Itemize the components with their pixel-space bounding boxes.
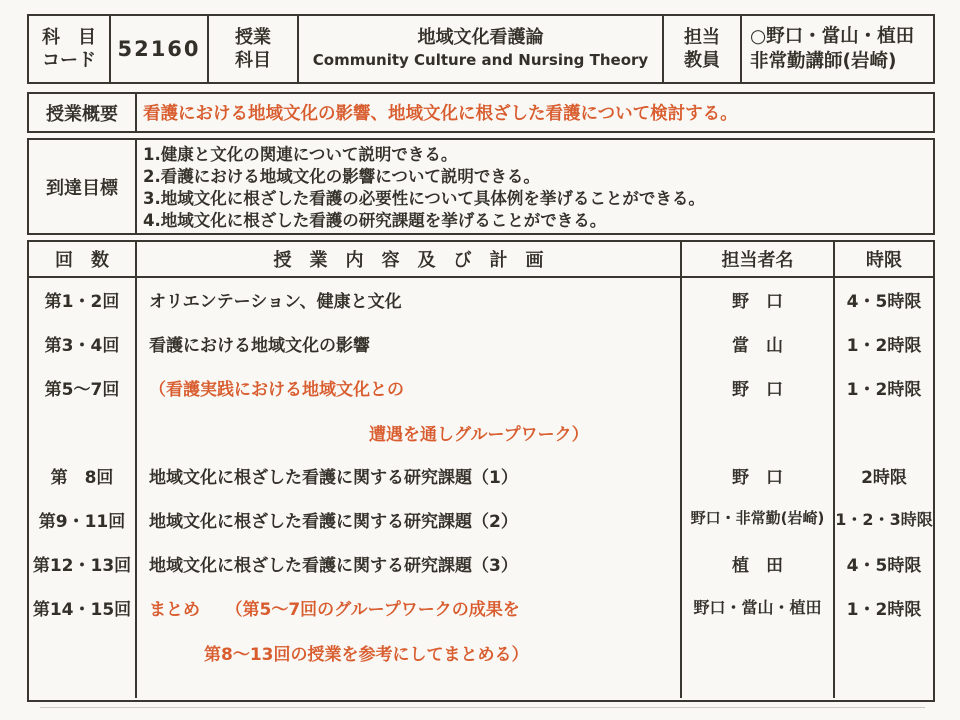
session-cell: 第 8回 [29, 454, 137, 498]
course-overview-section [27, 92, 935, 133]
subject-code-value: 52160 [111, 16, 209, 82]
instructor-names [742, 16, 933, 82]
course-header-table [27, 14, 935, 84]
period-cell: 1・2・3時限 [835, 510, 933, 529]
period-cell: 4・5時限 [846, 556, 922, 576]
content-line: 地域文化に根ざした看護に関する研究課題（1） [149, 468, 518, 488]
content-cell [137, 498, 682, 542]
content-cell [137, 278, 682, 322]
content-line: 看護における地域文化の影響 [149, 336, 370, 356]
instructor-cell: 野口・非常勤(岩崎) [682, 498, 835, 542]
scan-edge-line [40, 707, 925, 708]
session-cell: 第12・13回 [29, 542, 137, 586]
column-header-session: 回 数 [29, 242, 137, 276]
objective-item: 2.看護における地域文化の影響について説明できる。 [143, 167, 540, 186]
instructor-cell: 野 口 [682, 366, 835, 454]
content-cell [137, 586, 682, 698]
instructor-cell: 植 田 [682, 542, 835, 586]
overview-text: 看護における地域文化の影響、地域文化に根ざした看護について検討する。 [143, 104, 738, 124]
objective-item: 4.地域文化に根ざした看護の研究課題を挙げることができる。 [143, 211, 607, 230]
course-label-line2: 科目 [235, 50, 271, 71]
session-cell: 第5〜7回 [29, 366, 137, 454]
period-cell: 4・5時限 [846, 292, 922, 312]
content-line-2: 遭遇を通しグループワーク） [369, 425, 589, 445]
instructor-names-line1: ○野口・當山・植田 [750, 26, 915, 47]
schedule-row [29, 322, 933, 366]
period-cell: 1・2時限 [846, 380, 922, 400]
content-line-2: 第8〜13回の授業を参考にしてまとめる） [204, 645, 529, 665]
instructor-label-line2: 教員 [684, 50, 720, 71]
schedule-row [29, 278, 933, 322]
content-line: （看護実践における地域文化との [149, 380, 404, 400]
content-cell [137, 542, 682, 586]
period-cell: 1・2時限 [846, 336, 922, 356]
content-cell [137, 366, 682, 454]
overview-label: 授業概要 [29, 94, 137, 131]
objectives-section [27, 138, 935, 235]
schedule-row [29, 586, 933, 698]
period-cell: 2時限 [861, 468, 907, 488]
column-header-period: 時限 [866, 250, 902, 271]
schedule-body [29, 278, 933, 700]
objectives-label: 到達目標 [29, 140, 137, 233]
instructor-label [664, 16, 742, 82]
column-header-content: 授 業 内 容 及 び 計 画 [137, 242, 682, 276]
instructor-cell: 當 山 [682, 322, 835, 366]
content-line: 地域文化に根ざした看護に関する研究課題（2） [149, 512, 518, 532]
instructor-cell: 野 口 [682, 454, 835, 498]
course-title-english: Community Culture and Nursing Theory [312, 51, 649, 69]
schedule-header-row [29, 242, 933, 278]
objectives-list [137, 140, 933, 233]
content-cell [137, 322, 682, 366]
instructor-cell: 野 口 [682, 278, 835, 322]
content-line: オリエンテーション、健康と文化 [149, 292, 402, 312]
schedule-row [29, 366, 933, 454]
course-title-japanese: 地域文化看護論 [417, 27, 544, 48]
column-header-instructor: 担当者名 [682, 242, 835, 276]
content-line: まとめ （第5〜7回のグループワークの成果を [149, 600, 520, 620]
objective-item: 1.健康と文化の関連について説明できる。 [143, 145, 458, 164]
instructor-names-line2: 非常勤講師(岩崎) [750, 51, 897, 72]
content-line: 地域文化に根ざした看護に関する研究課題（3） [149, 556, 518, 576]
session-cell: 第14・15回 [29, 586, 137, 698]
content-cell [137, 454, 682, 498]
subject-code-label-line2: コード [42, 50, 96, 71]
subject-code-label-line1: 科 目 [42, 27, 96, 48]
course-label-line1: 授業 [235, 27, 271, 48]
schedule-row [29, 542, 933, 586]
objective-item: 3.地域文化に根ざした看護の必要性について具体例を挙げることができる。 [143, 189, 705, 208]
subject-code-label [29, 16, 111, 82]
schedule-row [29, 498, 933, 542]
course-title [299, 16, 664, 82]
schedule-table [27, 240, 935, 702]
session-cell: 第1・2回 [29, 278, 137, 322]
session-cell: 第9・11回 [29, 498, 137, 542]
period-cell: 1・2時限 [846, 600, 922, 620]
instructor-label-line1: 担当 [684, 27, 720, 48]
course-label [209, 16, 299, 82]
schedule-row [29, 454, 933, 498]
session-cell: 第3・4回 [29, 322, 137, 366]
instructor-cell: 野口・當山・植田 [682, 586, 835, 698]
